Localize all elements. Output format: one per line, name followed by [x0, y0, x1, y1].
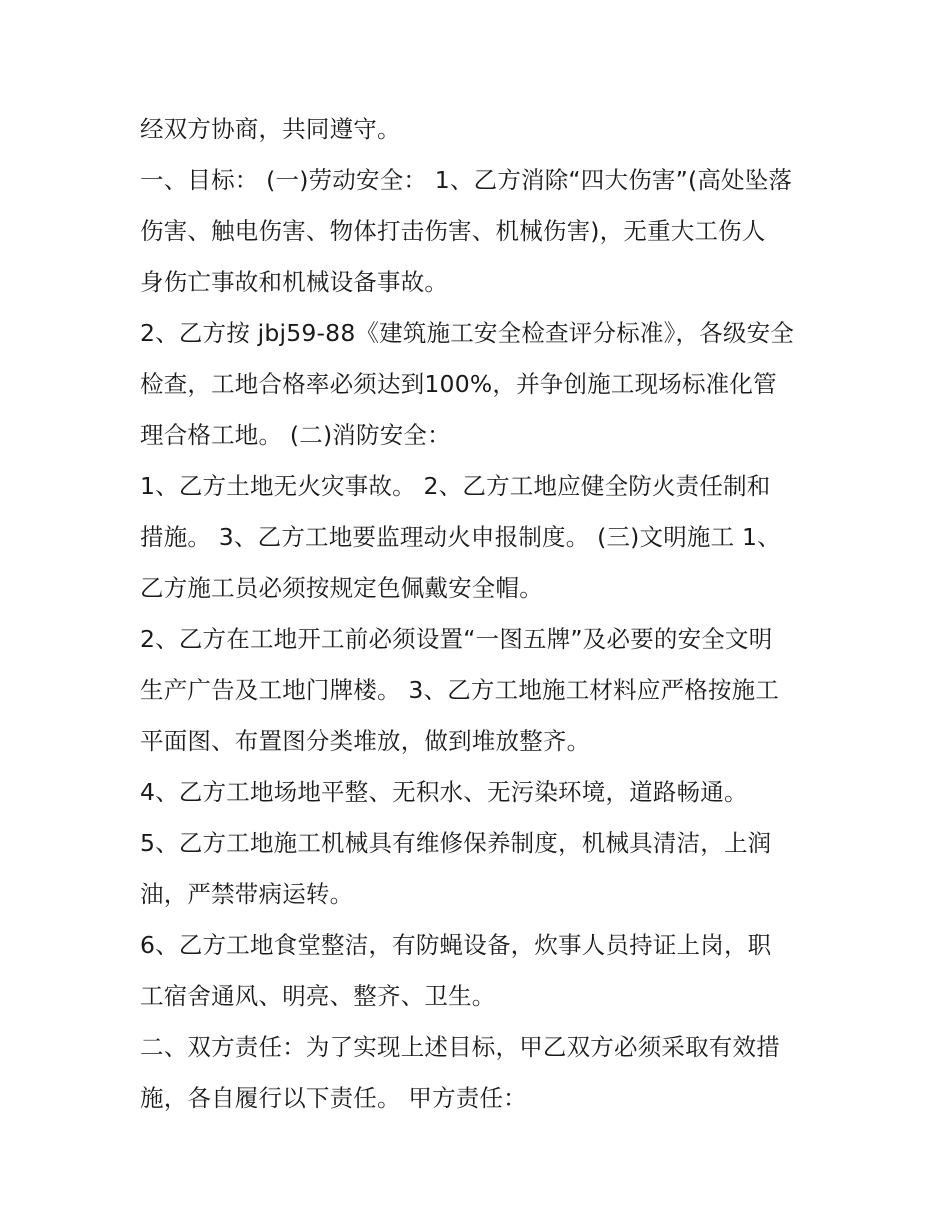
text-line: 检查，工地合格率必须达到100%，并争创施工现场标准化管	[140, 370, 777, 398]
text-line: 5、乙方工地施工机械具有维修保养制度，机械具清洁，上润	[140, 829, 772, 857]
text-line: 经双方协商，共同遵守。	[140, 115, 401, 143]
text-line: 油，严禁带病运转。	[140, 880, 354, 908]
text-line: 2、乙方在工地开工前必须设置“一图五牌”及必要的安全文明	[140, 625, 773, 653]
text-line: 伤害、触电伤害、物体打击伤害、机械伤害)，无重大工伤人	[140, 217, 766, 245]
text-line: 乙方施工员必须按规定色佩戴安全帽。	[140, 574, 543, 602]
text-line: 二、双方责任：为了实现上述目标，甲乙双方必须采取有效措	[140, 1033, 780, 1061]
text-line: 一、目标： (一)劳动安全： 1、乙方消除“四大伤害”(高处坠落	[140, 166, 793, 194]
text-line: 4、乙方工地场地平整、无积水、无污染环境，道路畅通。	[140, 778, 748, 806]
text-line: 平面图、布置图分类堆放，做到堆放整齐。	[140, 727, 591, 755]
text-line: 1、乙方土地无火灾事故。 2、乙方工地应健全防火责任制和	[140, 472, 771, 500]
text-line: 施，各自履行以下责任。 甲方责任：	[140, 1084, 527, 1112]
text-line: 2、乙方按 jbj59-88《建筑施工安全检查评分标准》，各级安全	[140, 319, 795, 347]
text-line: 理合格工地。 (二)消防安全：	[140, 421, 451, 449]
text-line: 工宿舍通风、明亮、整齐、卫生。	[140, 982, 496, 1010]
text-line: 6、乙方工地食堂整洁，有防蝇设备，炊事人员持证上岗，职	[140, 931, 772, 959]
text-line: 生产广告及工地门牌楼。 3、乙方工地施工材料应严格按施工	[140, 676, 780, 704]
text-line: 身伤亡事故和机械设备事故。	[140, 268, 449, 296]
document-body	[140, 104, 820, 1124]
text-line: 措施。 3、乙方工地要监理动火申报制度。 (三)文明施工 1、	[140, 523, 781, 551]
